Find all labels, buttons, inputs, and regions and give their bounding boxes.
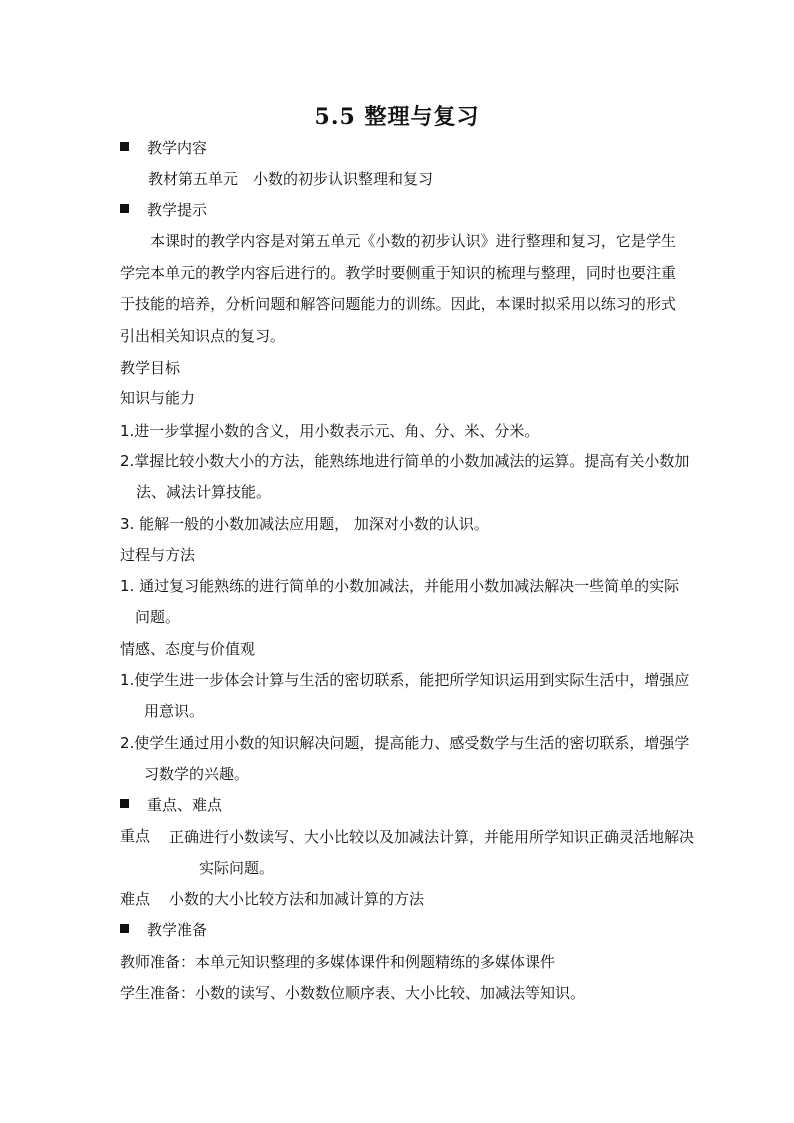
key-point-label: 重点: [120, 827, 151, 845]
bullet-icon: [120, 799, 129, 808]
bullet-icon: [120, 204, 129, 213]
content-text: 教材第五单元 小数的初步认识整理和复习: [148, 170, 434, 188]
difficulty-text: 小数的大小比较方法和加减计算的方法: [169, 890, 425, 908]
bullet-icon: [120, 142, 129, 151]
page-title: 5.5 整理与复习: [314, 104, 480, 130]
difficulty-label: 难点: [120, 890, 151, 908]
knowledge-item-1: 1.进一步掌握小数的含义，用小数表示元、角、分、米、分米。: [120, 422, 540, 440]
teacher-preparation: 教师准备：本单元知识整理的多媒体课件和例题精练的多媒体课件: [120, 953, 556, 971]
emotion-heading: 情感、态度与价值观: [120, 640, 256, 658]
tips-paragraph: 本课时的教学内容是对第五单元《小数的初步认识》进行整理和复习，它是学生学完本单元的教学内容后进行的。教学时要侧重于知识的梳理与整理，同时也要注重于技能的培养，分析问题和解答问题能力的训练。因此，本课时拟采用以练习的形式引出相关知识点的复习。: [120, 232, 676, 345]
goals-heading: 教学目标: [120, 359, 181, 377]
section-heading-tips: 教学提示: [120, 199, 207, 221]
student-preparation: 学生准备：小数的读写、小数数位顺序表、大小比较、加减法等知识。: [120, 984, 586, 1002]
key-point-text: 正确进行小数读写、大小比较以及加减法计算，并能用所学知识正确灵活地解决实际问题。: [169, 828, 695, 877]
section-heading-content: 教学内容: [120, 137, 207, 159]
section-heading-key-points: 重点、难点: [120, 794, 222, 816]
process-heading: 过程与方法: [120, 546, 196, 564]
emotion-item-2: 2.使学生通过用小数的知识解决问题，提高能力、感受数学与生活的密切联系，增强学习数学的兴趣。: [120, 734, 690, 783]
bullet-icon: [120, 924, 129, 933]
emotion-item-1: 1.使学生进一步体会计算与生活的密切联系，能把所学知识运用到实际生活中，增强应用意识。: [120, 671, 690, 720]
knowledge-item-2: 2.掌握比较小数大小的方法，能熟练地进行简单的小数加减法的运算。提高有关小数加法、减法计算技能。: [120, 452, 690, 501]
knowledge-item-3: 3. 能解一般的小数加减法应用题， 加深对小数的认识。: [120, 515, 489, 533]
process-item-1: 1. 通过复习能熟练的进行简单的小数加减法，并能用小数加减法解决一些简单的实际问题。: [120, 577, 680, 626]
knowledge-heading: 知识与能力: [120, 389, 196, 407]
section-heading-preparation: 教学准备: [120, 919, 207, 941]
